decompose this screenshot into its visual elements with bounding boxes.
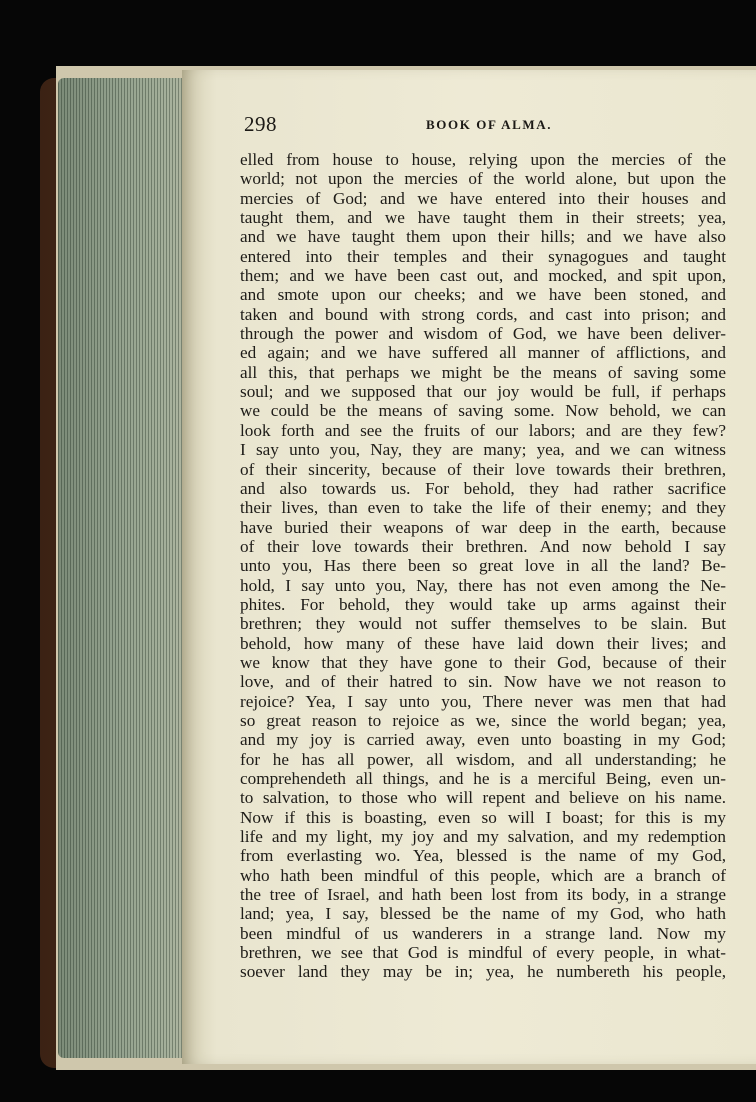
- text-line: to salvation, to those who will repent and believe on his name.: [240, 788, 726, 808]
- text-line: and also towards us. For behold, they had rather sacrifice: [240, 478, 726, 498]
- text-line: them; and we have been cast out, and mocked, and spit upon,: [240, 266, 726, 286]
- text-line: of their sincerity, because of their love towards their brethren,: [240, 459, 726, 479]
- text-line: the tree of Israel, and hath been lost from its body, in a strange: [240, 885, 726, 905]
- page-header: [244, 112, 724, 136]
- text-line: brethren, we see that God is mindful of every people, in what-: [240, 943, 726, 963]
- text-line: through the power and wisdom of God, we have been deliver-: [240, 324, 726, 344]
- body-text: [240, 150, 726, 982]
- text-line: so great reason to rejoice as we, since the world began; yea,: [240, 710, 726, 730]
- text-line: and smote upon our cheeks; and we have been stoned, and: [240, 285, 726, 305]
- text-line: behold, how many of these have laid down their lives; and: [240, 633, 726, 653]
- text-line: and we have taught them upon their hills; and we have also: [240, 227, 726, 247]
- text-line: ed again; and we have suffered all manner of afflictions, and: [240, 343, 726, 363]
- text-line: entered into their temples and their synagogues and taught: [240, 246, 726, 266]
- text-line: comprehendeth all things, and he is a merciful Being, even un-: [240, 769, 726, 788]
- text-line: elled from house to house, relying upon the mercies of the: [240, 150, 726, 169]
- text-line: love, and of their hatred to sin. Now have we not reason to: [240, 672, 726, 692]
- text-line: for he has all power, all wisdom, and all understanding; he: [240, 749, 726, 769]
- text-line: their lives, than even to take the life of their enemy; and they: [240, 498, 726, 518]
- text-line: all this, that perhaps we might be the means of saving some: [240, 362, 726, 382]
- text-line: life and my light, my joy and my salvation, and my redemption: [240, 827, 726, 847]
- text-line: who hath been mindful of this people, which are a branch of: [240, 865, 726, 885]
- text-line: mercies of God; and we have entered into their houses and: [240, 188, 726, 208]
- text-line: taught them, and we have taught them in their streets; yea,: [240, 208, 726, 228]
- text-line: soul; and we supposed that our joy would be full, if perhaps: [240, 382, 726, 402]
- text-line: of their love towards their brethren. And now behold I say: [240, 536, 726, 556]
- text-line: phites. For behold, they would take up arms against their: [240, 594, 726, 614]
- text-line: taken and bound with strong cords, and cast into prison; and: [240, 304, 726, 324]
- text-line: world; not upon the mercies of the world alone, but upon the: [240, 169, 726, 189]
- text-line: look forth and see the fruits of our labors; and are they few?: [240, 420, 726, 440]
- text-line: have buried their weapons of war deep in the earth, because: [240, 517, 726, 537]
- page-number: 298: [244, 112, 277, 136]
- text-line: hold, I say unto you, Nay, there has not even among the Ne-: [240, 575, 726, 595]
- page-edges: [58, 78, 184, 1058]
- text-line: brethren; they would not suffer themselves to be slain. But: [240, 614, 726, 634]
- text-line: land; yea, I say, blessed be the name of my God, who hath: [240, 904, 726, 924]
- text-line: been mindful of us wanderers in a strange land. Now my: [240, 923, 726, 943]
- text-line: we know that they have gone to their God, because of their: [240, 652, 726, 672]
- text-line: rejoice? Yea, I say unto you, There never was men that had: [240, 691, 726, 711]
- running-head: BOOK OF ALMA.: [426, 117, 553, 132]
- text-line: I say unto you, Nay, they are many; yea, and we can witness: [240, 440, 726, 460]
- text-line: and my joy is carried away, even unto boasting in my God;: [240, 730, 726, 750]
- text-line: unto you, Has there been so great love in all the land? Be-: [240, 556, 726, 576]
- text-line: Now if this is boasting, even so will I boast; for this is my: [240, 807, 726, 827]
- text-line: we could be the means of saving some. Now behold, we can: [240, 401, 726, 421]
- text-line: from everlasting wo. Yea, blessed is the name of my God,: [240, 846, 726, 866]
- text-line: soever land they may be in; yea, he numbereth his people,: [240, 962, 726, 982]
